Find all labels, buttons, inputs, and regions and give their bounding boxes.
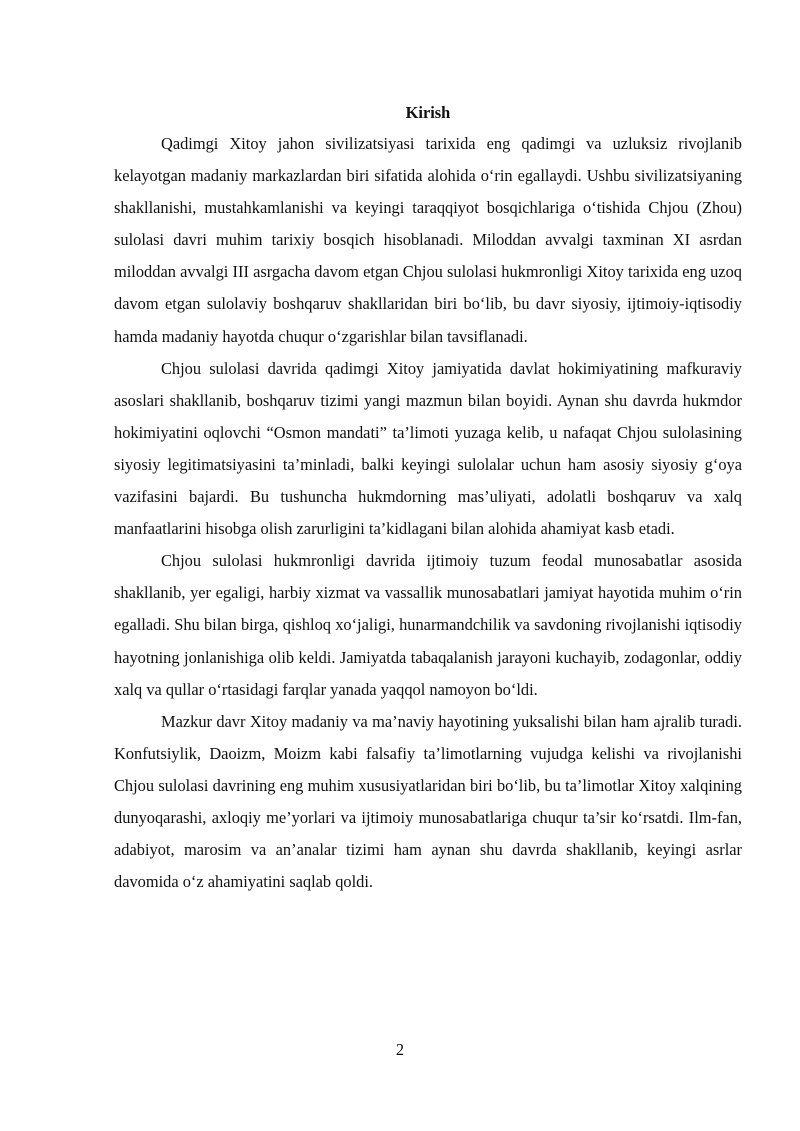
paragraph-4: Mazkur davr Xitoy madaniy va ma’naviy hayotining yuksalishi bilan ham ajralib turadi. Konfutsiylik, Daoizm, Moizm kabi falsafiy ta’limotlarning vujudga kelishi va rivojlanishi Chjou sulolasi davrining eng muhim xususiyatlaridan biri bo‘lib, bu ta’limotlar Xitoy xalqining dunyoqarashi, axloqiy me’yorlari va ijtimoiy munosabatlariga chuqur ta’sir ko‘rsatdi. Ilm-fan, adabiyot, marosim va an’analar tizimi ham aynan shu davrda shakllanib, keyingi asrlar davomida o‘z ahamiyatini saqlab qoldi.: [114, 711, 742, 892]
page-content: [114, 98, 742, 898]
paragraph-3: Chjou sulolasi hukmronligi davrida ijtimoiy tuzum feodal munosabatlar asosida shakllanib, yer egaligi, harbiy xizmat va vassallik munosabatlari jamiyat hayotida muhim o‘rin egalladi. Shu bilan birga, qishloq xo‘jaligi, hunarmandchilik va savdoning rivojlanishi iqtisodiy hayotning jonlanishiga olib keldi. Jamiyatda tabaqalanish jarayoni kuchayib, zodagonlar, oddiy xalq va qullar o‘rtasidagi farqlar yanada yaqqol namoyon bo‘ldi.: [114, 551, 742, 699]
paragraph-1: Qadimgi Xitoy jahon sivilizatsiyasi tarixida eng qadimgi va uzluksiz rivojlanib kelayotgan madaniy markazlardan biri sifatida alohida o‘rin egallaydi. Ushbu sivilizatsiyaning shakllanishi, mustahkamlanishi va keyingi taraqqiyot bosqichlariga o‘tishida Chjou (Zhou) sulolasi davri muhim tarixiy bosqich hisoblanadi. Miloddan avvalgi taxminan XI asrdan miloddan avvalgi III asrgacha davom etgan Chjou sulolasi hukmronligi Xitoy tarixida eng uzoq davom etgan sulolaviy boshqaruv shakllaridan biri bo‘lib, bu davr siyosiy, ijtimoiy-iqtisodiy hamda madaniy hayotda chuqur o‘zgarishlar bilan tavsiflanadi.: [114, 134, 742, 346]
section-title: Kirish: [405, 103, 451, 122]
paragraph-2: Chjou sulolasi davrida qadimgi Xitoy jamiyatida davlat hokimiyatining mafkuraviy asoslari shakllanib, boshqaruv tizimi yangi mazmun bilan boyidi. Aynan shu davrda hukmdor hokimiyatini oqlovchi “Osmon mandati” ta’limoti yuzaga kelib, u nafaqat Chjou sulolasining siyosiy legitimatsiyasini ta’minladi, balki keyingi sulolalar uchun ham asosiy siyosiy g‘oya vazifasini bajardi. Bu tushuncha hukmdorning mas’uliyati, adolatli boshqaruv va xalq manfaatlarini hisobga olish zarurligini ta’kidlagani bilan alohida ahamiyat kasb etadi.: [114, 358, 742, 539]
page-number: 2: [395, 1040, 405, 1059]
